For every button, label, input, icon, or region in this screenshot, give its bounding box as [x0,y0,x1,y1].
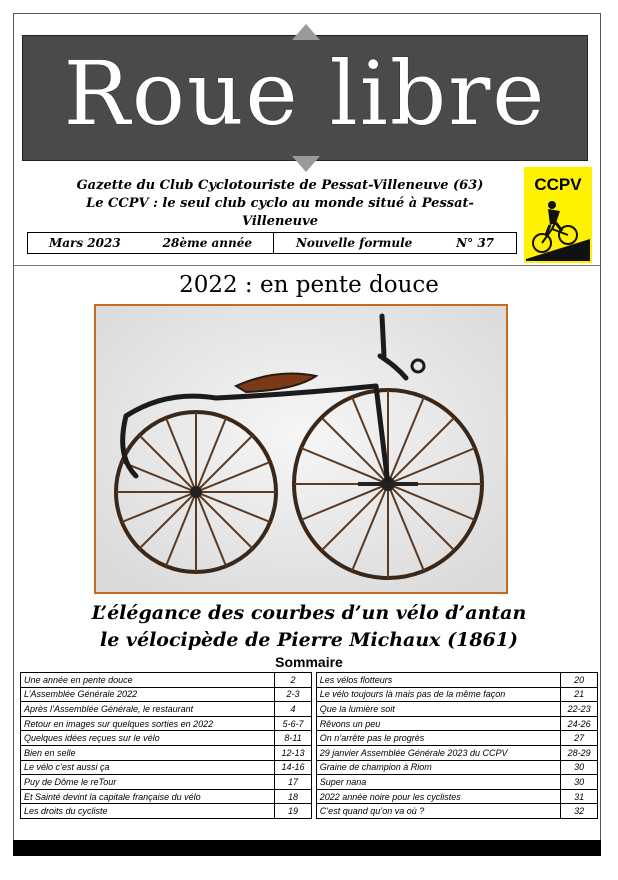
toc-right-title: C’est quand qu’on va où ? [316,804,561,819]
headline: 2022 : en pente douce [179,272,439,298]
toc-right-page: 22-23 [561,702,598,717]
caption-line-2: le vélocipède de Pierre Michaux (1861) [100,629,518,651]
table-row [21,789,598,804]
toc-left-title: Et Sainté devint la capitale française du vélo [21,789,275,804]
issue-year: 28ème année [162,236,253,250]
toc-right-title: 2022 année noire pour les cyclistes [316,789,561,804]
toc-left-title: Quelques idées reçues sur le vélo [21,731,275,746]
caption-line-1: L’élégance des courbes d’un vélo d’antan [91,602,527,624]
toc-left-page: 2-3 [275,687,312,702]
footer-bar [13,840,601,856]
toc-left-title: Une année en pente douce [21,673,275,688]
club-logo [524,167,592,263]
issue-number: N° 37 [456,236,495,250]
masthead [22,35,588,161]
table-row [21,745,598,760]
toc-left-title: Bien en selle [21,745,275,760]
toc-right-title: Graine de champion à Riom [316,760,561,775]
toc-left-title: Après l’Assemblée Générale, le restaurant [21,702,275,717]
toc-left-page: 12-13 [275,745,312,760]
masthead-title: Roue libre [63,42,547,145]
toc-left-page: 8-11 [275,731,312,746]
toc-right-page: 30 [561,760,598,775]
velocipede-photo [94,304,508,594]
table-row [21,760,598,775]
toc-left-page: 4 [275,702,312,717]
issue-date: Mars 2023 [48,236,121,250]
toc-right-title: Le vélo toujours là mais pas de la même façon [316,687,561,702]
toc-left-title: Retour en images sur quelques sorties en 2022 [21,716,275,731]
table-of-contents [20,672,598,819]
toc-right-title: 29 janvier Assemblée Générale 2023 du CCPV [316,745,561,760]
toc-right-page: 31 [561,789,598,804]
toc-left-title: L’Assemblée Générale 2022 [21,687,275,702]
toc-right-title: Super nana [316,775,561,790]
toc-left-title: Le vélo c’est aussi ça [21,760,275,775]
table-row [21,716,598,731]
table-row [21,673,598,688]
table-row [21,731,598,746]
velocipede-illustration [96,306,506,592]
toc-right-title: Les vélos flotteurs [316,673,561,688]
toc-left-page: 19 [275,804,312,819]
gazette-line-1: Gazette du Club Cyclotouriste de Pessat-Villeneuve (63) [76,178,484,193]
triangle-up-ornament [292,24,320,40]
issue-info-bar [27,232,517,254]
issue-formula: Nouvelle formule [295,236,413,250]
toc-right-page: 21 [561,687,598,702]
table-row [21,775,598,790]
toc-left-page: 18 [275,789,312,804]
toc-right-page: 20 [561,673,598,688]
toc-right-title: Rêvons un peu [316,716,561,731]
logo-text: CCPV [534,175,582,194]
gazette-line-2: Le CCPV : le seul club cyclo au monde situé à Pessat-Villeneuve [86,196,474,229]
triangle-down-ornament [292,156,320,172]
toc-right-page: 24-26 [561,716,598,731]
separator [13,265,601,266]
cyclist-icon [526,199,590,261]
sommaire-title: Sommaire [275,654,343,670]
toc-right-page: 32 [561,804,598,819]
toc-right-title: Que la lumière soit [316,702,561,717]
table-row [21,702,598,717]
toc-right-page: 30 [561,775,598,790]
toc-left-page: 17 [275,775,312,790]
toc-right-page: 28-29 [561,745,598,760]
photo-caption [0,600,618,654]
toc-left-page: 2 [275,673,312,688]
toc-left-page: 5-6-7 [275,716,312,731]
toc-right-page: 27 [561,731,598,746]
toc-left-page: 14-16 [275,760,312,775]
toc-right-title: On n’arrête pas le progrès [316,731,561,746]
toc-left-title: Les droits du cycliste [21,804,275,819]
gazette-subtitle [60,177,500,231]
table-row [21,687,598,702]
toc-left-title: Puy de Dôme le reTour [21,775,275,790]
table-row [21,804,598,819]
